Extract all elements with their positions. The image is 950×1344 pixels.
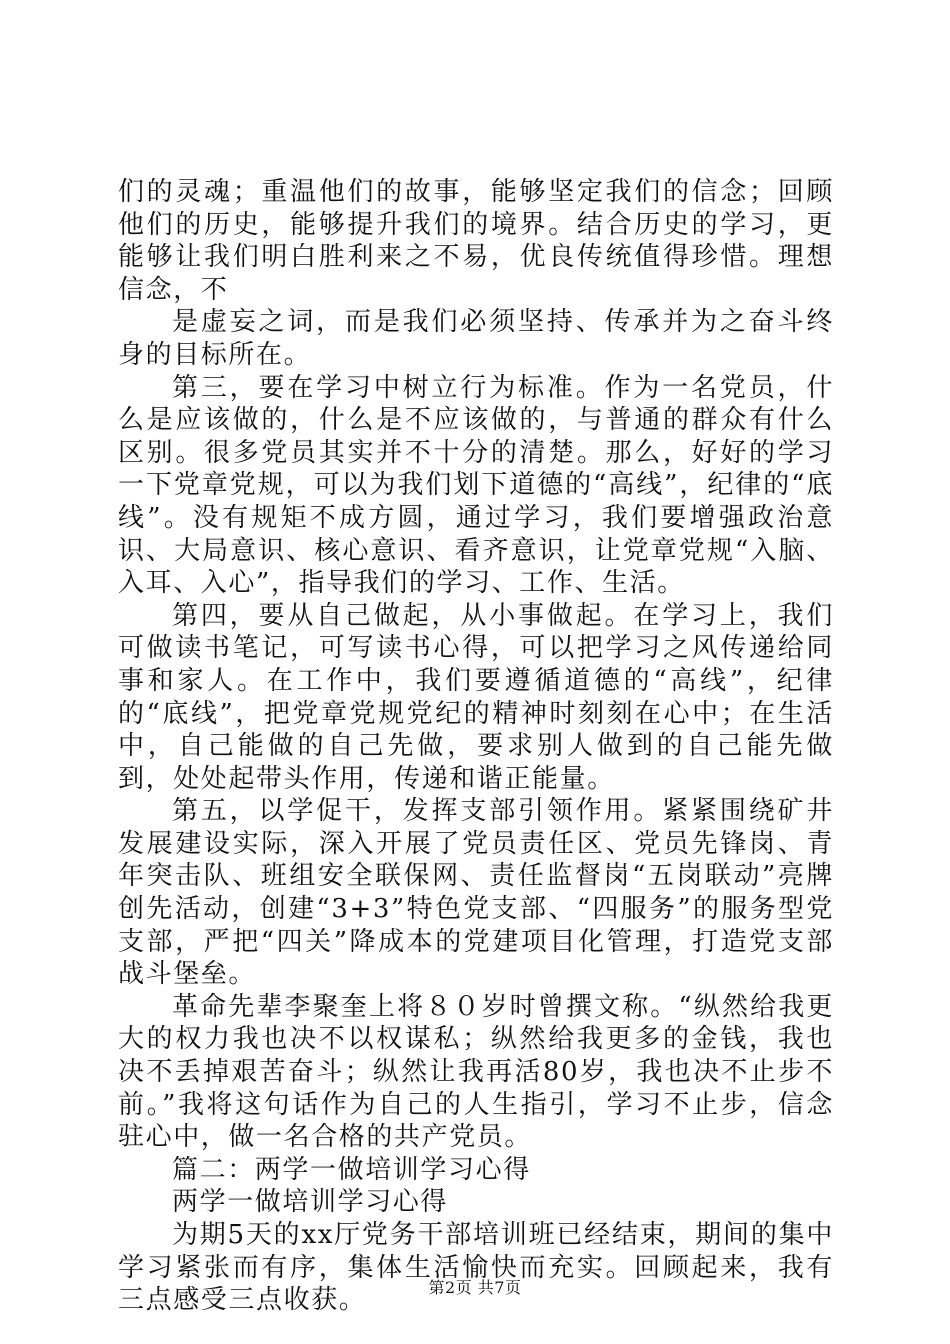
paragraph-5: 第五，以学促干，发挥支部引领作用。紧紧围绕矿井发展建设实际，深入开展了党员责任区、党员先锋岗、青年突击队、班组安全联保网、责任监督岗“五岗联动”亮牌创先活动，创建“3+3”特色党支部、“四服务”的服务型党支部，严把“四关”降成本的党建项目化管理，打造党支部战斗堡垒。 [118,796,834,990]
page-number-footer: 第2页 共7页 [428,1278,522,1297]
paragraph-2: 是虚妄之词，而是我们必须坚持、传承并为之奋斗终身的目标所在。 [118,307,834,370]
section-heading: 篇二：两学一做培训学习心得 [172,1154,531,1185]
paragraph-4: 第四，要从自己做起，从小事做起。在学习上，我们可做读书笔记，可写读书心得，可以把学习之风传递给同事和家人。在工作中，我们要遵循道德的“高线”，纪律的“底线”，把党章党规党纪的精神时刻刻在心中；在生活中，自己能做的自己先做，要求别人做到的自己能先做到，处处起带头作用，传递和谐正能量。 [118,600,834,794]
article-title: 两学一做培训学习心得 [172,1187,449,1218]
paragraph-3: 第三，要在学习中树立行为标准。作为一名党员，什么是应该做的，什么是不应该做的，与普通的群众有什么区别。很多党员其实并不十分的清楚。那么，好好的学习一下党章党规，可以为我们划下道德的“高线”，纪律的“底线”。没有规矩不成方圆，通过学习，我们要增强政治意识、大局意识、核心意识、看齐意识，让党章党规“入脑、入耳、入心”，指导我们的学习、工作、生活。 [118,372,834,599]
document-body [118,176,834,1317]
paragraph-7: 为期5天的xx厅党务干部培训班已经结束，期间的集中学习紧张而有序，集体生活愉快而充实。回顾起来，我有三点感受三点收获。 [118,1220,834,1316]
paragraph-1: 们的灵魂；重温他们的故事，能够坚定我们的信念；回顾他们的历史，能够提升我们的境界。结合历史的学习，更能够让我们明白胜利来之不易，优良传统值得珍惜。理想信念，不 [118,177,834,305]
paragraph-6: 革命先辈李聚奎上将８０岁时曾撰文称。“纵然给我更大的权力我也决不以权谋私；纵然给我更多的金钱，我也决不丢掉艰苦奋斗；纵然让我再活80岁，我也决不止步不前。”我将这句话作为自己的人生指引，学习不止步，信念驻心中，做一名合格的共产党员。 [118,991,834,1153]
